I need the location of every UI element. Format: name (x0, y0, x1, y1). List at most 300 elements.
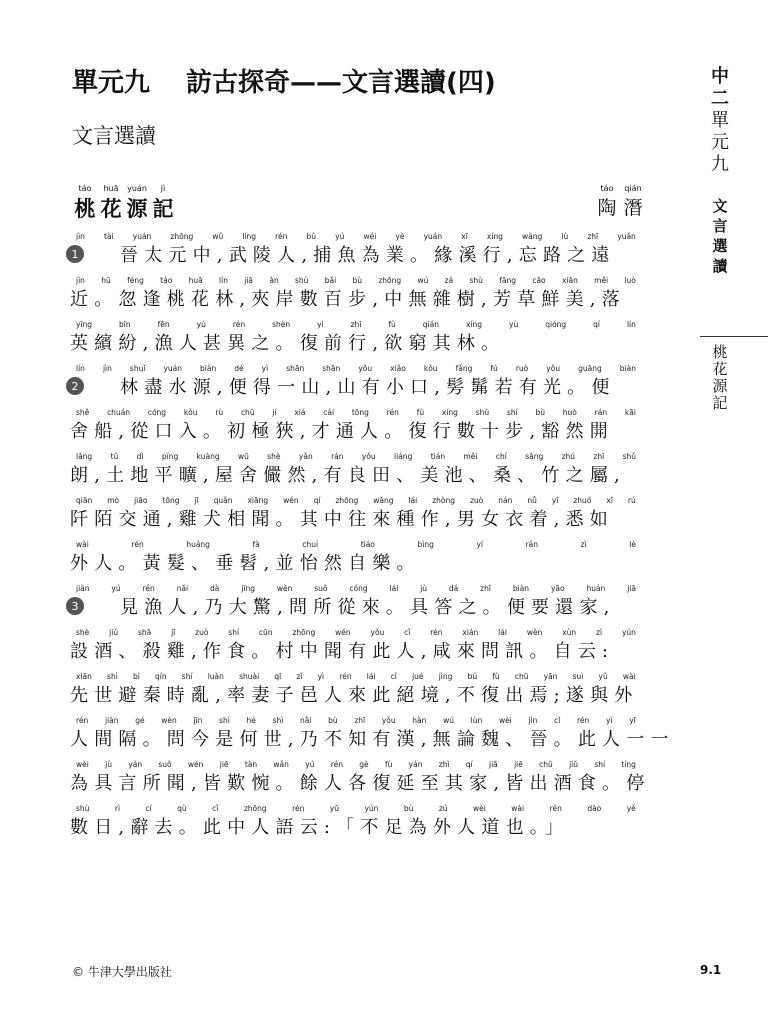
pinyin-syllable: wén (283, 496, 299, 505)
pinyin-syllable: líng (242, 232, 257, 241)
pinyin-syllable: shǔ (622, 452, 636, 461)
pinyin-syllable: biàn (200, 364, 217, 373)
pinyin-syllable: tǔ (110, 452, 119, 461)
pinyin: yuán (127, 184, 147, 193)
pinyin-syllable: zhòng (432, 496, 455, 505)
pinyin-syllable: zuò (469, 496, 484, 505)
pinyin-syllable: wèi (498, 716, 512, 725)
pinyin-syllable: chí (495, 452, 507, 461)
pinyin-syllable: yāo (550, 584, 565, 593)
pinyin-syllable: wài (76, 540, 89, 549)
pinyin-syllable: fù (416, 408, 425, 417)
pinyin-syllable: yǒu (370, 628, 385, 637)
pinyin-syllable: zú (438, 804, 448, 813)
pinyin-syllable: gè (359, 760, 369, 769)
pinyin-syllable: gé (135, 716, 145, 725)
pinyin-syllable: zhī (350, 320, 362, 329)
pinyin-syllable: zǐ (296, 672, 303, 681)
pinyin-syllable: rén (142, 584, 155, 593)
text-line (70, 276, 642, 320)
side-char: 桃 (712, 343, 728, 361)
pinyin-syllable: xiān (561, 276, 578, 285)
pinyin-syllable: wú (443, 716, 454, 725)
pinyin-syllable: shèn (272, 320, 291, 329)
pinyin-syllable: jiǔ (569, 760, 579, 769)
pinyin-line (70, 804, 642, 816)
pinyin-syllable: suǒ (314, 584, 328, 593)
pinyin-syllable: yǒu (358, 364, 373, 373)
pinyin-syllable: rán (525, 540, 539, 549)
pinyin-syllable: xíng (441, 408, 458, 417)
pinyin-syllable: cǎo (532, 276, 546, 285)
pinyin-syllable: qián (422, 320, 439, 329)
pinyin-syllable: qī (274, 672, 282, 681)
pinyin-syllable: tōng (162, 496, 180, 505)
pinyin-syllable: lín (76, 364, 85, 373)
pinyin-syllable: yuán (132, 232, 152, 241)
poem-title-pinyin (72, 184, 176, 193)
pinyin-syllable: rán (594, 408, 608, 417)
author-char: 潛 (623, 197, 643, 219)
page-number: 9.1 (700, 963, 722, 977)
pinyin-syllable: shù (76, 804, 90, 813)
pinyin-line (70, 452, 642, 464)
pinyin-syllable: fēn (157, 320, 170, 329)
pinyin-syllable: lái (389, 584, 399, 593)
pinyin-syllable: rén (549, 804, 562, 813)
chinese-line: 數日,辭去。此中人語云:「不足為外人道也。」 (70, 817, 570, 838)
pinyin-syllable: chū (240, 408, 255, 417)
unit-title (72, 62, 496, 99)
pinyin-syllable: lù (561, 232, 569, 241)
text-line (70, 760, 651, 804)
pinyin-syllable: bù (535, 408, 545, 417)
pinyin-syllable: kāi (624, 408, 636, 417)
pinyin-syllable: shān (322, 364, 341, 373)
pinyin-syllable: měi (463, 452, 478, 461)
pinyin-syllable: tiáo (360, 540, 375, 549)
pinyin-syllable: jí (272, 408, 277, 417)
pinyin-syllable: hū (101, 276, 111, 285)
pinyin-syllable: shuǐ (129, 364, 146, 373)
pinyin-line (70, 540, 642, 552)
pinyin-syllable: chuí (302, 540, 319, 549)
pinyin-syllable: jué (412, 672, 424, 681)
pinyin-syllable: jìn (102, 364, 112, 373)
pinyin-syllable: wú (417, 276, 429, 285)
chinese-line: 先世避秦時亂,率妻子邑人來此絕境,不復出焉;遂與外 (70, 685, 639, 706)
pinyin-syllable: mò (107, 496, 120, 505)
pinyin-syllable: jiē (219, 760, 229, 769)
pinyin-syllable: rú (627, 496, 636, 505)
pinyin-line (70, 496, 642, 508)
pinyin-syllable: biàn (512, 584, 530, 593)
author-name (594, 193, 646, 220)
side-lesson (700, 344, 740, 412)
pinyin-syllable: shù (475, 408, 490, 417)
side-char: 中 (711, 66, 729, 87)
paragraph-number: 2 (66, 377, 84, 395)
pinyin-syllable: fù (384, 760, 393, 769)
pinyin-syllable: chū (514, 672, 529, 681)
pinyin-syllable: rén (339, 672, 352, 681)
pinyin-syllable: wài (622, 672, 636, 681)
side-char: 言 (712, 217, 728, 235)
pinyin-syllable: lè (629, 540, 636, 549)
pinyin-syllable: yě (626, 804, 636, 813)
pinyin-syllable: zhōng (378, 276, 402, 285)
side-char: 文 (712, 197, 728, 215)
pinyin-syllable: jìn (76, 232, 85, 241)
pinyin-syllable: wài (511, 804, 525, 813)
text-line (70, 364, 642, 408)
pinyin-line (70, 320, 642, 332)
pinyin-syllable: shè (76, 628, 90, 637)
chinese-line: 林盡水源,便得一山,山有小口,髣髴若有光。便 (120, 377, 616, 398)
pinyin-syllable: yān (543, 672, 558, 681)
pinyin-syllable: guāng (578, 364, 602, 373)
pinyin: jì (160, 184, 166, 193)
pinyin-syllable: dá (448, 584, 459, 593)
pinyin-syllable: hàn (412, 716, 427, 725)
pinyin-syllable: zhōng (243, 804, 267, 813)
pinyin-line (70, 232, 642, 244)
pinyin-syllable: rén (275, 232, 288, 241)
text-line (70, 804, 642, 848)
pinyin-syllable: lái (366, 672, 376, 681)
chinese-line: 人間隔。問今是何世,乃不知有漢,無論魏、晉。此人一一 (70, 729, 675, 750)
pinyin-syllable: dà (210, 584, 220, 593)
pinyin-syllable: jī (171, 628, 176, 637)
pinyin-syllable: fà (252, 540, 260, 549)
pinyin-syllable: shù (295, 276, 309, 285)
pinyin-syllable: qín (155, 672, 167, 681)
pinyin-syllable: jiā (627, 584, 636, 593)
pinyin-line (70, 584, 642, 596)
pinyin-syllable: yuán (423, 232, 443, 241)
pinyin-syllable: zhī (593, 452, 605, 461)
pinyin-syllable: jiāo (134, 496, 148, 505)
pinyin-syllable: zhōng (170, 232, 194, 241)
poem-title (72, 184, 176, 223)
pinyin-syllable: jiǔ (109, 628, 119, 637)
author-char: 陶 (597, 197, 617, 219)
title-char: 源 (126, 196, 148, 221)
passage-text (70, 232, 675, 848)
pinyin-syllable: tōng (351, 408, 369, 417)
pinyin-syllable: zá (444, 276, 454, 285)
pinyin-syllable: cūn (258, 628, 273, 637)
pinyin-syllable: àn (269, 276, 279, 285)
pinyin-syllable: zuò (195, 628, 209, 637)
poem-author (594, 184, 646, 220)
pinyin-syllable: lái (498, 628, 507, 637)
pinyin: táo (78, 184, 92, 193)
side-char: 記 (712, 394, 728, 412)
pinyin-syllable: yí (476, 540, 483, 549)
pinyin-syllable: bǎi (324, 276, 337, 285)
pinyin-line (70, 760, 642, 772)
pinyin-syllable: yī (629, 716, 636, 725)
pinyin-syllable: jìng (438, 672, 453, 681)
pinyin-syllable: rén (430, 628, 443, 637)
text-line (70, 496, 642, 540)
pinyin-syllable: yǔ (329, 804, 340, 813)
pinyin-syllable: xī (461, 232, 468, 241)
pinyin-syllable: yún (621, 628, 636, 637)
pinyin-syllable: kǒu (183, 408, 198, 417)
pinyin-syllable: rén (330, 760, 343, 769)
pinyin-syllable: yì (605, 716, 613, 725)
side-char: 元 (711, 132, 729, 153)
pinyin-syllable: cǐ (390, 672, 397, 681)
pinyin-syllable: shí (506, 408, 518, 417)
pinyin-syllable: wèn (526, 628, 543, 637)
pinyin-syllable: cǐ (404, 628, 411, 637)
pinyin-syllable: měi (594, 276, 609, 285)
pinyin-syllable: xián (462, 628, 479, 637)
chinese-line: 朗,土地平曠,屋舍儼然,有良田、美池、桑、竹之屬, (70, 465, 626, 486)
poem-title-text (72, 193, 176, 223)
pinyin-syllable: jīng (241, 584, 255, 593)
pinyin-line (70, 672, 642, 684)
pinyin-syllable: rén (232, 320, 246, 329)
paragraph-number: 3 (66, 597, 84, 615)
text-line (70, 452, 642, 496)
pinyin-syllable: shì (219, 716, 230, 725)
chinese-line: 設酒、殺雞,作食。村中聞有此人,咸來問訊。自云: (70, 641, 615, 662)
pinyin-syllable: zhú (561, 452, 576, 461)
section-title: 文言選讀 (72, 124, 156, 148)
pinyin-syllable: qí (593, 320, 600, 329)
unit-subtitle: 訪古探奇——文言選讀(四) (186, 68, 496, 98)
paragraph-number: 1 (66, 245, 84, 263)
pinyin-syllable: lǎng (76, 452, 93, 461)
side-divider (700, 336, 768, 337)
pinyin-syllable: zhī (587, 232, 599, 241)
pinyin-syllable: liáng (394, 452, 413, 461)
pinyin-syllable: luò (624, 276, 636, 285)
pinyin-syllable: ruò (515, 364, 529, 373)
pinyin-syllable: zhī (480, 584, 491, 593)
pinyin-syllable: qióng (545, 320, 567, 329)
pinyin-syllable: wèi (473, 804, 486, 813)
author-pinyin (594, 184, 646, 193)
pinyin: qián (624, 184, 642, 193)
text-line (70, 628, 642, 672)
pinyin-syllable: shí (228, 628, 240, 637)
pinyin-syllable: xiān (76, 672, 92, 681)
pinyin-syllable: wèn (276, 584, 293, 593)
side-char: 源 (712, 377, 728, 395)
side-unit (700, 110, 740, 176)
pinyin-syllable: bú (467, 672, 478, 681)
side-char: 花 (712, 360, 728, 378)
pinyin-syllable: shè (267, 452, 281, 461)
pinyin-syllable: jù (105, 760, 112, 769)
pinyin-syllable: nǚ (527, 496, 537, 505)
chinese-line: 外人。黃髮、垂髫,並怡然自樂。 (70, 553, 421, 574)
pinyin-syllable: wū (237, 452, 249, 461)
chinese-line: 舍船,從口入。初極狹,才通人。復行數十步,豁然開 (70, 421, 614, 442)
pinyin-syllable: zhuó (573, 496, 592, 505)
pinyin-syllable: fú (490, 364, 498, 373)
pinyin-syllable: quǎn (213, 496, 233, 505)
pinyin-syllable: yǒu (546, 364, 561, 373)
pinyin-syllable: yú (335, 232, 345, 241)
side-level (700, 66, 740, 110)
title-char: 桃 (74, 196, 96, 221)
pinyin-syllable: sāng (525, 452, 544, 461)
pinyin-syllable: huán (586, 584, 606, 593)
pinyin-syllable: zhī (354, 716, 366, 725)
pinyin-syllable: rén (386, 408, 399, 417)
pinyin-syllable: jìn (76, 276, 85, 285)
pinyin-syllable: lín (219, 276, 228, 285)
pinyin-syllable: jiā (244, 276, 254, 285)
pinyin-line (70, 276, 642, 288)
pinyin-syllable: bù (403, 804, 414, 813)
pinyin-syllable: cái (323, 408, 335, 417)
pinyin-syllable: yú (305, 760, 315, 769)
pinyin-syllable: wǎng (373, 496, 394, 505)
pinyin-syllable: yì (317, 320, 324, 329)
pinyin-syllable: zhōng (292, 628, 316, 637)
text-line (70, 232, 642, 276)
pinyin-syllable: shì (272, 716, 284, 725)
pinyin-syllable: fù (388, 320, 396, 329)
pinyin-syllable: zhì (438, 760, 450, 769)
pinyin-syllable: rén (131, 540, 144, 549)
pinyin-syllable: biàn (619, 364, 636, 373)
pinyin-syllable: bīn (119, 320, 131, 329)
pinyin-syllable: yú (196, 320, 206, 329)
pinyin-syllable: xiǎo (390, 364, 406, 373)
title-char: 花 (100, 196, 122, 221)
pinyin-syllable: nǎi (300, 716, 312, 725)
pinyin-syllable: yǎn (298, 452, 313, 461)
pinyin-syllable: táo (160, 276, 173, 285)
pinyin-syllable: tíng (621, 760, 636, 769)
pinyin-syllable: chuán (107, 408, 131, 417)
pinyin-syllable: xī (606, 496, 613, 505)
pinyin-syllable: jī (194, 496, 199, 505)
pinyin-syllable: rén (576, 716, 590, 725)
pinyin-syllable: yuǎn (617, 232, 636, 241)
pinyin-syllable: jù (420, 584, 428, 593)
pinyin-syllable: nán (498, 496, 513, 505)
pinyin-syllable: shí (181, 672, 193, 681)
pinyin-syllable: yīng (76, 320, 93, 329)
chinese-line: 英繽紛,漁人甚異之。復前行,欲窮其林。 (70, 333, 506, 354)
side-char: 選 (712, 237, 728, 255)
pinyin-syllable: jiàn (104, 716, 119, 725)
pinyin-syllable: dì (136, 452, 144, 461)
pinyin-syllable: bǔ (306, 232, 317, 241)
pinyin-syllable: chū (539, 760, 553, 769)
pinyin-syllable: wén (335, 628, 351, 637)
pinyin-syllable: lùn (470, 716, 483, 725)
pinyin-syllable: píng (161, 452, 179, 461)
pinyin-syllable: wàng (522, 232, 543, 241)
pinyin-syllable: suǒ (158, 760, 172, 769)
pinyin-syllable: qí (465, 760, 473, 769)
pinyin-syllable: shān (286, 364, 305, 373)
pinyin-syllable: cóng (349, 584, 368, 593)
pinyin-syllable: shí (594, 760, 606, 769)
pinyin-syllable: wén (187, 760, 204, 769)
pinyin-syllable: bì (132, 672, 140, 681)
pinyin-syllable: zì (596, 628, 603, 637)
pinyin-syllable: luàn (207, 672, 224, 681)
pinyin-syllable: yuán (163, 364, 182, 373)
chinese-line: 晉太元中,武陵人,捕魚為業。緣溪行,忘路之遠 (120, 245, 616, 266)
pinyin-syllable: shì (107, 672, 118, 681)
pinyin-line (70, 716, 642, 728)
pinyin-syllable: dé (234, 364, 244, 373)
pinyin-syllable: shuài (239, 672, 260, 681)
pinyin-syllable: yǒu (381, 716, 396, 725)
pinyin-syllable: hé (246, 716, 256, 725)
pinyin-syllable: wǎn (273, 760, 289, 769)
pinyin-syllable: wǔ (212, 232, 224, 241)
text-line (70, 672, 642, 716)
pinyin-syllable: bù (328, 716, 338, 725)
pinyin-syllable: jiàn (76, 584, 90, 593)
text-line (70, 716, 675, 760)
pinyin-syllable: shě (76, 408, 90, 417)
chinese-line: 阡陌交通,雞犬相聞。其中往來種作,男女衣着,悉如 (70, 509, 614, 530)
pinyin-syllable: lín (626, 320, 636, 329)
side-char: 二 (711, 88, 729, 109)
pinyin-syllable: wèi (76, 760, 89, 769)
pinyin-syllable: yǒu (361, 452, 376, 461)
pinyin-syllable: huā (188, 276, 203, 285)
pinyin-syllable: yì (317, 672, 325, 681)
text-line (70, 540, 642, 584)
pinyin-syllable: huò (562, 408, 577, 417)
title-char: 記 (152, 196, 174, 221)
pinyin-syllable: yán (128, 760, 143, 769)
pinyin-syllable: rù (215, 408, 224, 417)
pinyin-syllable: yù (509, 320, 519, 329)
text-line (70, 320, 642, 364)
pinyin-syllable: yī (551, 496, 559, 505)
pinyin-syllable: fù (492, 672, 500, 681)
pinyin-syllable: kǒu (423, 364, 438, 373)
pinyin-syllable: rén (292, 804, 305, 813)
side-char: 單 (711, 110, 729, 131)
pinyin-syllable: jiē (514, 760, 523, 769)
side-char: 九 (711, 154, 729, 175)
pinyin-syllable: qiān (76, 496, 93, 505)
side-section (700, 196, 740, 276)
pinyin-syllable: jīn (193, 716, 203, 725)
side-char: 讀 (712, 257, 728, 275)
pinyin-syllable: yú (111, 584, 121, 593)
pinyin-syllable: lái (408, 496, 418, 505)
pinyin-syllable: yè (395, 232, 405, 241)
pinyin-syllable: féng (127, 276, 144, 285)
pinyin-syllable: rì (114, 804, 121, 813)
pinyin-syllable: tàn (244, 760, 258, 769)
pinyin-syllable: fāng (499, 276, 517, 285)
pinyin-syllable: zì (580, 540, 587, 549)
pinyin-syllable: huáng (186, 540, 210, 549)
pinyin-syllable: shā (137, 628, 152, 637)
pinyin-syllable: xiá (294, 408, 306, 417)
pinyin-syllable: shù (469, 276, 483, 285)
